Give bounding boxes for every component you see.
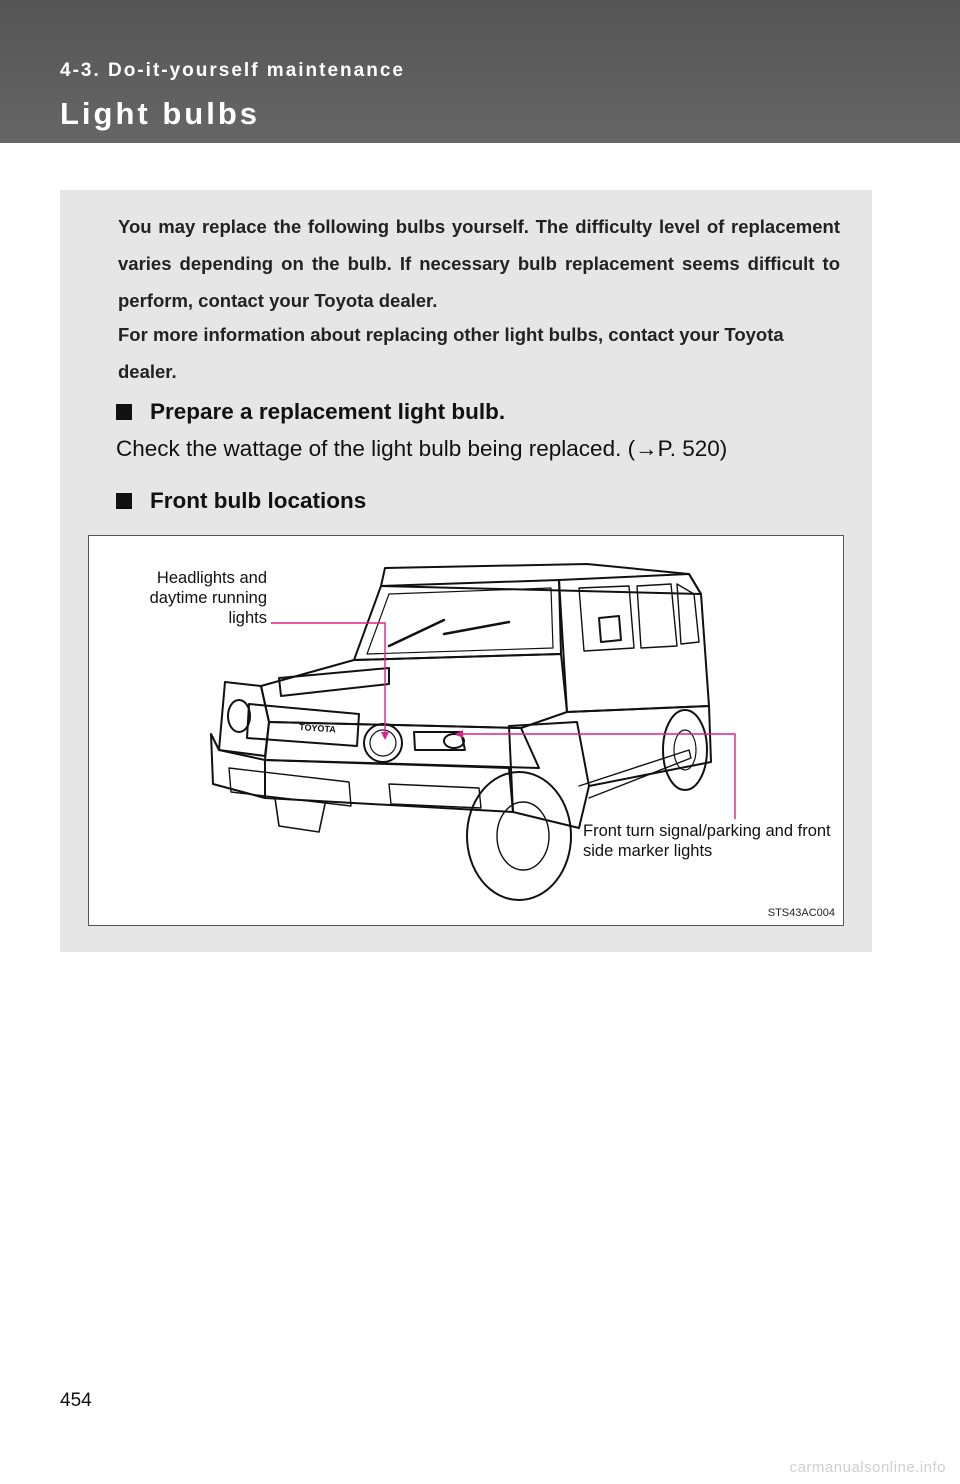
content-panel (60, 190, 872, 952)
front-bulb-diagram (88, 535, 844, 926)
watermark: carmanualsonline.info (789, 1459, 946, 1476)
page-number: 454 (60, 1390, 92, 1411)
figure-code: STS43AC004 (767, 907, 835, 919)
intro-paragraph-1: You may replace the following bulbs yourself. The difficulty level of replacement varies depending on the bulb. If necessary bulb replacement seems difficult to perform, contact your Toyota dealer. (118, 216, 840, 311)
page-header (0, 0, 960, 143)
callout-headlights: Headlights and daytime running lights (149, 569, 267, 627)
section-label: 4-3. Do-it-yourself maintenance (60, 60, 405, 81)
square-bullet-icon (116, 493, 132, 509)
square-bullet-icon (116, 404, 132, 420)
heading-text: Front bulb locations (150, 488, 367, 513)
page-title: Light bulbs (60, 96, 261, 131)
heading-prepare-bulb (116, 399, 505, 425)
wattage-instruction: Check the wattage of the light bulb being replaced. (→P. 520) (116, 436, 728, 461)
heading-text: Prepare a replacement light bulb. (150, 399, 506, 424)
leader-lines (271, 623, 735, 819)
intro-paragraph-2: For more information about replacing other light bulbs, contact your Toyota dealer. (118, 324, 784, 382)
heading-front-bulb-locations (116, 488, 366, 514)
callout-turn-signal: Front turn signal/parking and front side marker lights (583, 822, 831, 860)
grille-badge: TOYOTA (298, 722, 337, 735)
